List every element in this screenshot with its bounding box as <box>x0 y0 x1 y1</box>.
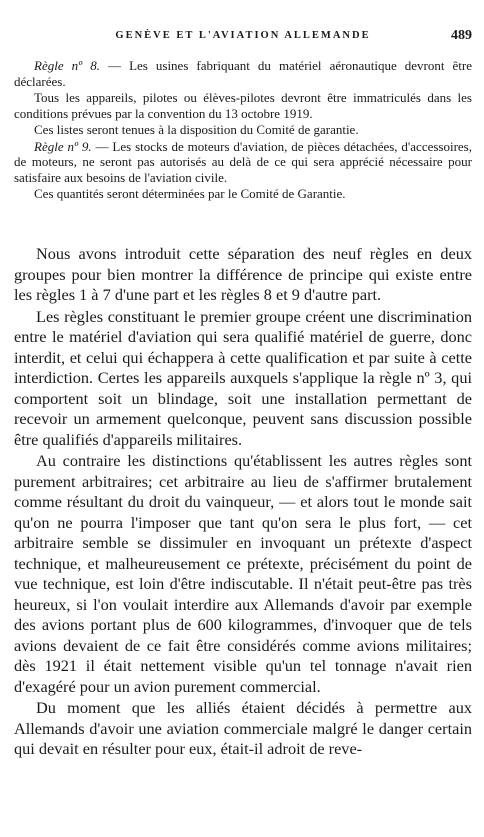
body-paragraph: Du moment que les alliés étaient décidés à permettre aux Allemands d'avoir une aviation commerciale malgré le danger certain qui devait en résulter pour eux, était-il adroit de reve- <box>14 698 472 758</box>
body-paragraph: Nous avons introduit cette séparation des neuf règles en deux groupes pour bien montrer la différence de principe qui existe entre les règles 1 à 7 d'une part et les règles 8 et 9 d'autre part. <box>14 244 472 304</box>
running-head: GENÈVE ET L'AVIATION ALLEMANDE <box>115 30 371 41</box>
body-paragraph: Les règles constituant le premier groupe créent une discrimination entre le matériel d'aviation qui sera qualifié matériel de guerre, donc interdit, et celui qui échappera à cette qualification et par suite à cette interdiction. Certes les appareils auxquels s'applique la règle nº 3, qui comportent soit un blindage, soit une installation permettant de recevoir un armement quelconque, peuvent sans discussion possible être qualifiés d'appareils militaires. <box>14 306 472 449</box>
rule-paragraph <box>14 139 472 186</box>
rule-text: Ces quantités seront déterminées par le Comité de Garantie. <box>34 186 346 201</box>
rule-text: Tous les appareils, pilotes ou élèves-pilotes devront être immatriculés dans les conditions prévues par la convention du 13 octobre 1919. <box>14 90 472 121</box>
rule-text: Ces listes seront tenues à la disposition du Comité de garantie. <box>34 122 359 137</box>
rule-text: — Les usines fabriquant du matériel aéronautique devront être déclarées. <box>14 58 472 89</box>
rule-label: Règle nº 9. <box>34 138 92 154</box>
page-header <box>14 30 472 48</box>
rule-label: Règle nº 8. <box>34 58 100 73</box>
rule-paragraph <box>14 186 472 202</box>
body-text <box>14 244 472 760</box>
body-paragraph: Au contraire les distinctions qu'établissent les autres règles sont purement arbitraires; cet arbitraire au lieu de s'affirmer brutalement comme résultant du droit du vainqueur, — et alors tout le monde sait qu'on ne pourra l'imposer que tant qu'on sera le plus fort, — cet arbitraire semble se dissimuler en invoquant un prétexte d'aspect technique, et malheureusement ce prétexte, précisément du point de vue technique, est loin d'être indiscutable. Il n'était peut-être pas très heureux, si l'on voulait interdire aux Allemands d'avoir par exemple des avions portant plus de 600 kilogrammes, d'invoquer que de tels avions devaient de ce fait être considérés comme avions militaires; dès 1921 il était nettement visible qu'un tel tonnage n'avait rien d'exagéré pour un avion purement commercial. <box>14 451 472 696</box>
rules-block <box>14 58 472 202</box>
page-number: 489 <box>451 28 472 43</box>
rule-paragraph <box>14 122 472 138</box>
rule-paragraph <box>14 90 472 121</box>
rule-paragraph <box>14 58 472 89</box>
rule-text: — Les stocks de moteurs d'aviation, de pièces détachées, d'accessoires, de moteurs, ne seront pas autorisés au delà de ce qui sera apprécié nécessaire pour satisfaire aux besoins de l'aviation civile. <box>14 138 472 185</box>
